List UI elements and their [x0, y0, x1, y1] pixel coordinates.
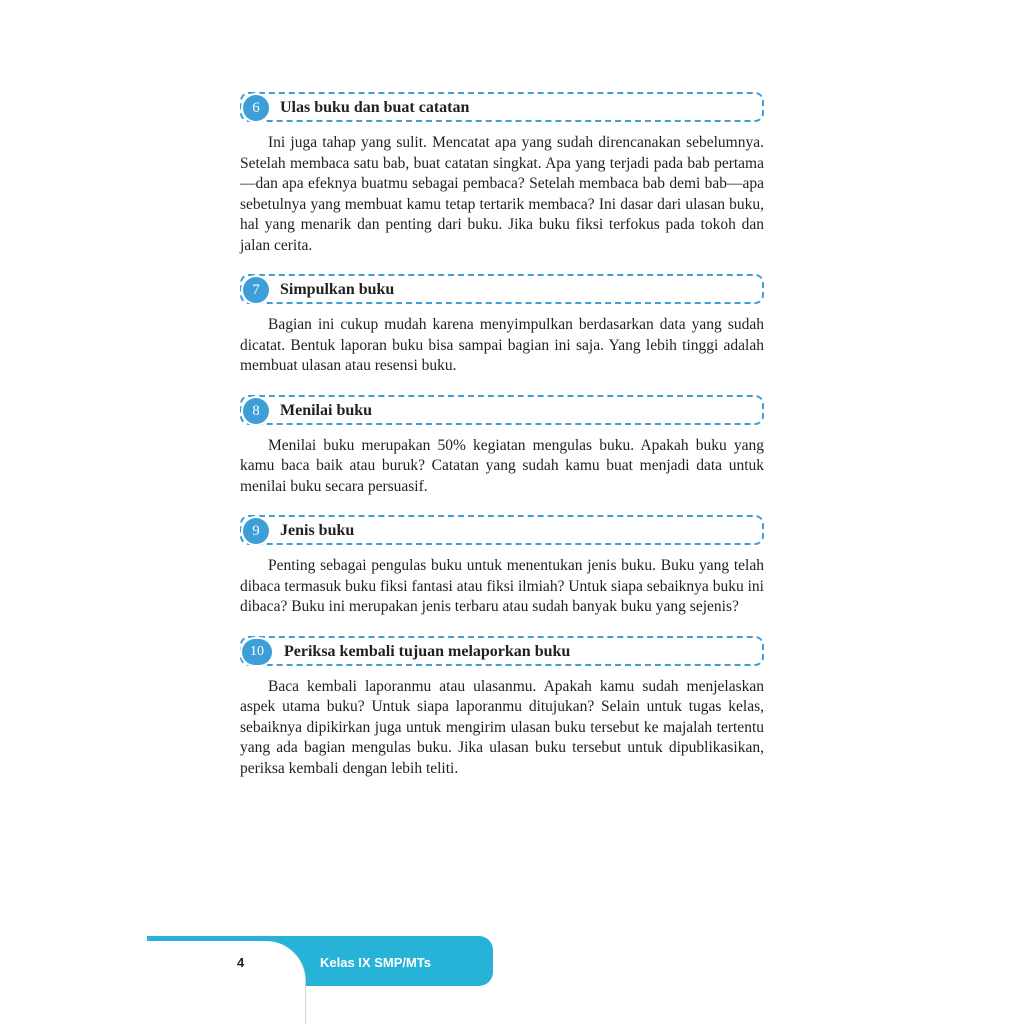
section-header: [240, 395, 764, 425]
section-body: Bagian ini cukup mudah karena menyimpulkan berdasarkan data yang sudah dicatat. Bentuk laporan buku bisa sampai bagian ini saja. Yang lebih tinggi adalah membuat ulasan atau resensi buku.: [240, 316, 764, 374]
section-body: Penting sebagai pengulas buku untuk menentukan jenis buku. Buku yang telah dibaca termasuk buku fiksi fantasi atau fiksi ilmiah? Untuk siapa sebaiknya buku ini dibaca? Buku ini merupakan jenis terbaru atau sudah banyak buku yang sejenis?: [240, 557, 764, 615]
section-body: Ini juga tahap yang sulit. Mencatat apa yang sudah direncanakan sebelumnya. Setelah membaca satu bab, buat catatan singkat. Apa yang terjadi pada bab pertama—dan apa efeknya buatmu sebagai pembaca? Setelah membaca bab demi bab—apa sebetulnya yang membuat kamu tetap tertarik membaca? Ini dasar dari ulasan buku, hal yang menarik dan penting dari buku. Jika buku fiksi terfokus pada tokoh dan jalan cerita.: [240, 134, 764, 254]
section-8: [240, 395, 764, 498]
section-9: [240, 515, 764, 618]
section-title: Menilai buku: [280, 401, 373, 419]
section-header: [240, 636, 764, 666]
section-number-badge: 8: [243, 398, 269, 424]
section-header: [240, 515, 764, 545]
section-title: Ulas buku dan buat catatan: [280, 99, 470, 116]
section-header: [240, 92, 764, 122]
section-number-badge: 9: [243, 518, 269, 544]
section-6: [240, 92, 764, 256]
section-number-badge: 7: [243, 277, 269, 303]
section-7: [240, 274, 764, 377]
page-content: [240, 92, 764, 797]
section-title: Jenis buku: [280, 522, 355, 539]
footer-label: Kelas IX SMP/MTs: [320, 955, 432, 970]
section-number-badge: 6: [243, 95, 269, 121]
section-title: Simpulkan buku: [280, 281, 395, 298]
section-10: [240, 636, 764, 780]
section-body: Baca kembali laporanmu atau ulasanmu. Apakah kamu sudah menjelaskan aspek utama buku? Untuk siapa laporanmu ditujukan? Selain untuk tugas kelas, sebaiknya dipikirkan juga untuk mengirim ulasan buku tersebut ke majalah tertentu yang ada bagian mengulas buku. Jika ulasan buku tersebut untuk dipublikasikan, periksa kembali dengan lebih teliti.: [240, 677, 764, 777]
section-body: Menilai buku merupakan 50% kegiatan mengulas buku. Apakah buku yang kamu baca baik atau buruk? Catatan yang sudah kamu buat menjadi data untuk menilai buku secara persuasif.: [240, 436, 764, 495]
footer-tab: [147, 941, 306, 1024]
section-title: Periksa kembali tujuan melaporkan buku: [284, 642, 571, 660]
section-header: [240, 274, 764, 304]
section-number-badge: 10: [242, 639, 272, 665]
page-number: 4: [237, 955, 245, 970]
